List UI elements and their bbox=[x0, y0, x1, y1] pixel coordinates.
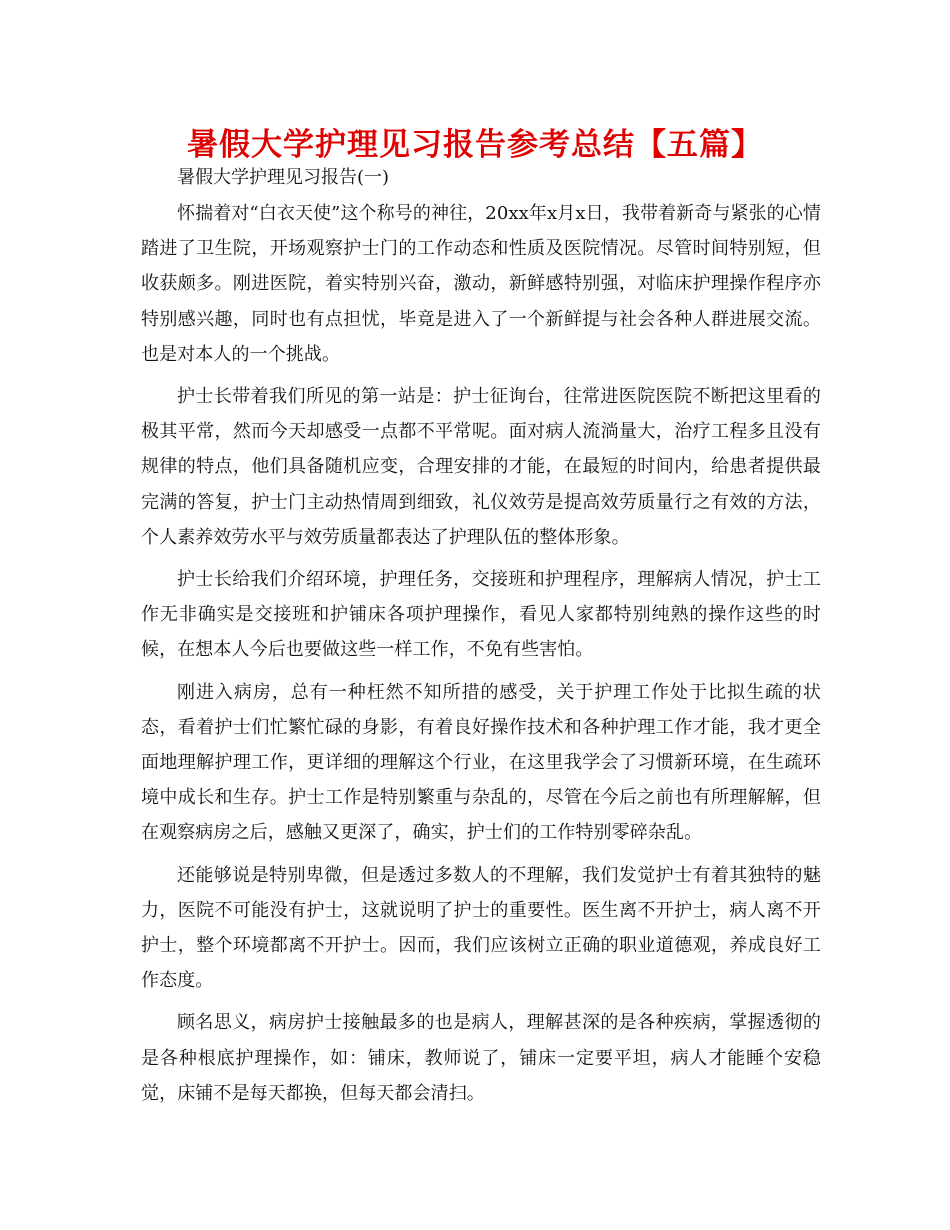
paragraph-6: 顾名思义，病房护士接触最多的也是病人，理解甚深的是各种疾病，掌握透彻的是各种根底护理操作，如：铺床，教师说了，铺床一定要平坦，病人才能睡个安稳觉，床铺不是每天都换，但每天都会清扫。 bbox=[141, 1012, 821, 1104]
paragraph-4: 刚进入病房，总有一种枉然不知所措的感受，关于护理工作处于比拟生疏的状态，看着护士们忙繁忙碌的身影，有着良好操作技术和各种护理工作才能，我才更全面地理解护理工作，更详细的理解这个行业，在这里我学会了习惯新环境，在生疏环境中成长和生存。护士工作是特别繁重与杂乱的，尽管在今后之前也有所理解解，但在观察病房之后，感触又更深了，确实，护士们的工作特别零碎杂乱。 bbox=[141, 681, 821, 844]
document-subtitle: 暑假大学护理见习报告(一) bbox=[177, 167, 390, 188]
document-body bbox=[141, 196, 821, 1118]
paragraph-3: 护士长给我们介绍环境，护理任务，交接班和护理程序，理解病人情况，护士工作无非确实是交接班和护铺床各项护理操作，看见人家都特别纯熟的操作这些的时候，在想本人今后也要做这些一样工作，不免有些害怕。 bbox=[141, 569, 821, 661]
paragraph-1: 怀揣着对“白衣天使”这个称号的神往，20xx年x月x日，我带着新奇与紧张的心情踏进了卫生院，开场观察护士门的工作动态和性质及医院情况。尽管时间特别短，但收获颇多。刚进医院，着实特别兴奋，激动，新鲜感特别强，对临床护理操作程序亦特别感兴趣，同时也有点担忧，毕竟是进入了一个新鲜提与社会各种人群进展交流。也是对本人的一个挑战。 bbox=[141, 203, 821, 365]
document-title: 暑假大学护理见习报告参考总结【五篇】 bbox=[187, 127, 763, 163]
paragraph-2: 护士长带着我们所见的第一站是：护士征询台，往常进医院医院不断把这里看的极其平常，然而今天却感受一点都不平常呢。面对病人流淌量大，治疗工程多且没有规律的特点，他们具备随机应变，合理安排的才能，在最短的时间内，给患者提供最完满的答复，护士门主动热情周到细致，礼仪效劳是提高效劳质量行之有效的方法，个人素养效劳水平与效劳质量都表达了护理队伍的整体形象。 bbox=[141, 386, 821, 548]
paragraph-5: 还能够说是特别卑微，但是透过多数人的不理解，我们发觉护士有着其独特的魅力，医院不可能没有护士，这就说明了护士的重要性。医生离不开护士，病人离不开护士，整个环境都离不开护士。因而，我们应该树立正确的职业道德观，养成良好工作态度。 bbox=[141, 864, 821, 992]
